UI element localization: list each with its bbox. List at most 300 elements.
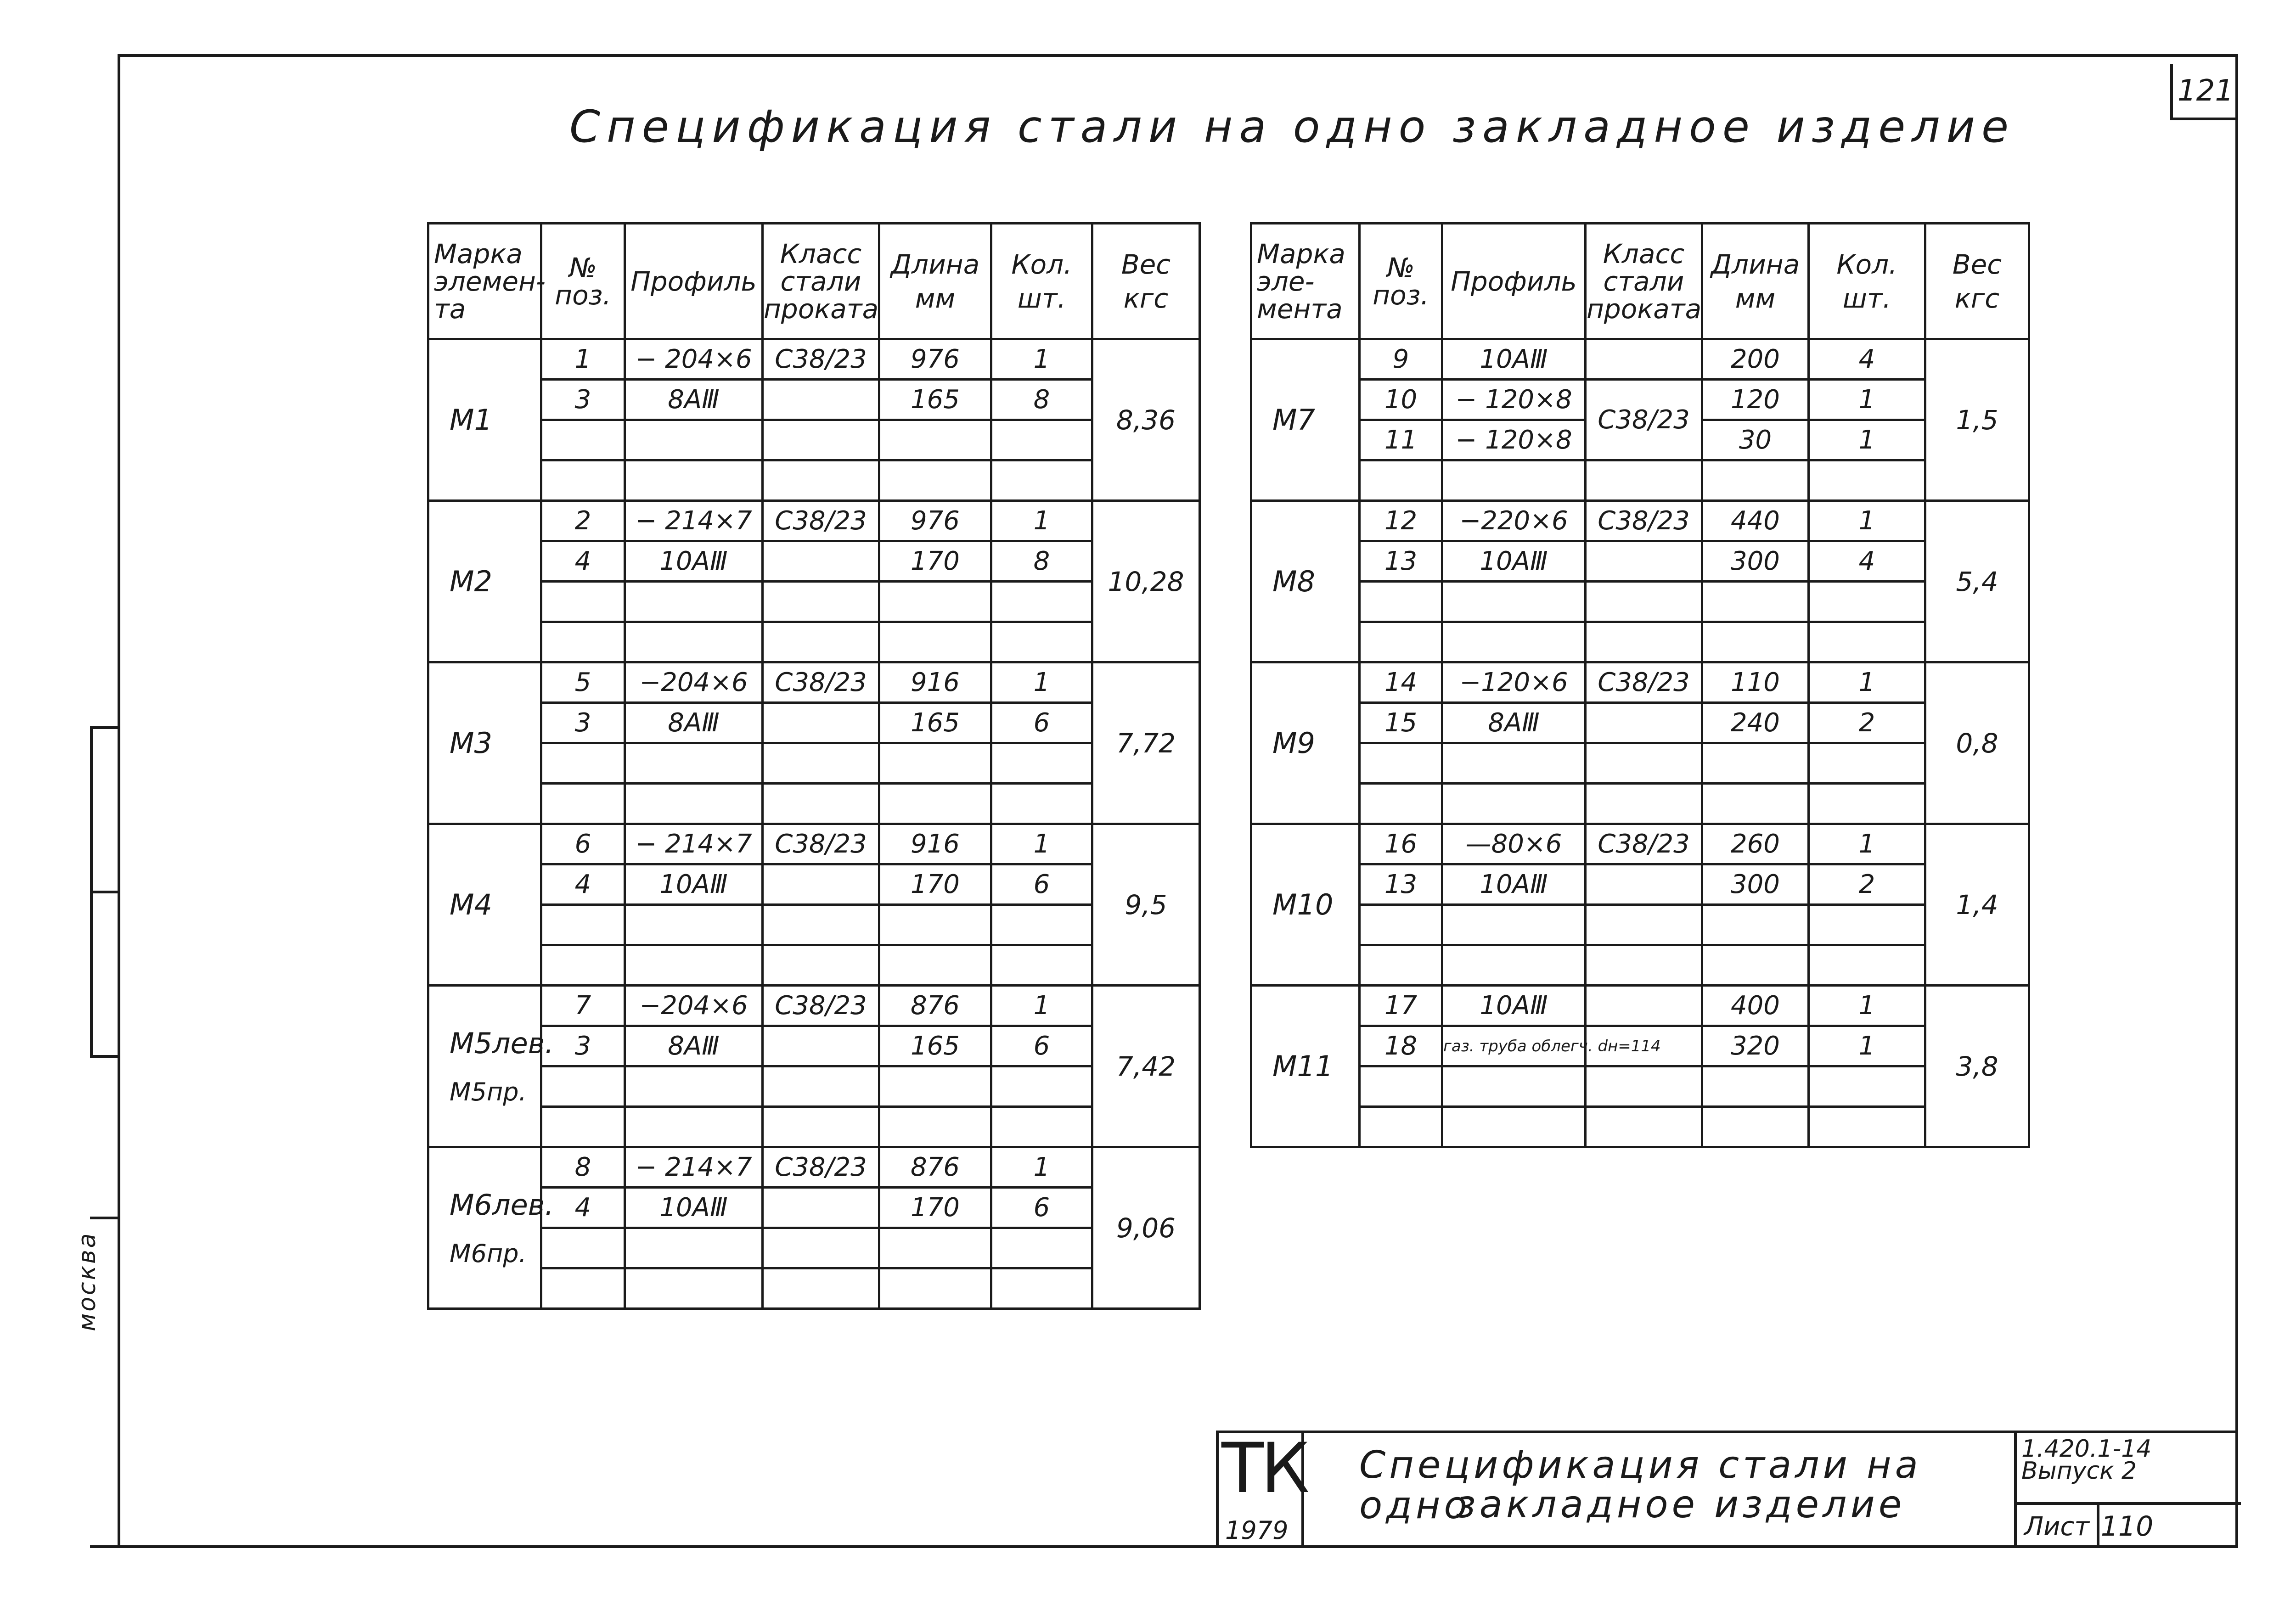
length-cell [1702, 622, 1809, 662]
qty-cell [991, 1107, 1092, 1147]
profile-cell [625, 420, 763, 460]
table-row [1251, 1066, 2029, 1107]
pos-cell: 13 [1360, 864, 1442, 905]
weight-cell: 7,72 [1092, 662, 1200, 824]
pos-cell: 3 [541, 1026, 625, 1066]
table-row [1251, 339, 2029, 380]
pos-cell [1360, 905, 1442, 945]
qty-cell [991, 945, 1092, 986]
sheet-number: 110 [2100, 1510, 2154, 1543]
pos-cell: 18 [1360, 1026, 1442, 1066]
table-row [1251, 460, 2029, 501]
length-cell [879, 1228, 991, 1268]
header-weight: Вес кгс [1092, 224, 1200, 339]
profile-cell [625, 905, 763, 945]
profile-cell: 10АⅢ [625, 1188, 763, 1228]
length-cell: 916 [879, 824, 991, 864]
weight-cell: 8,36 [1092, 339, 1200, 501]
element-mark [428, 824, 541, 986]
page-title: Спецификация стали на одно закладное изделие [569, 101, 2015, 152]
length-cell [1702, 945, 1809, 986]
steel-class-cell [763, 420, 879, 460]
length-cell: 120 [1702, 380, 1809, 420]
steel-class-cell [1586, 582, 1702, 622]
header-length: Длина мм [879, 224, 991, 339]
steel-class-cell [1586, 541, 1702, 582]
length-cell: 876 [879, 986, 991, 1026]
steel-class-cell [763, 1228, 879, 1268]
steel-class-cell [763, 1026, 879, 1066]
profile-cell [625, 1268, 763, 1309]
profile-cell: 10АⅢ [625, 864, 763, 905]
steel-class-cell: С38/23 [1586, 380, 1702, 460]
length-cell [879, 1268, 991, 1309]
length-cell: 300 [1702, 864, 1809, 905]
qty-cell: 6 [991, 703, 1092, 743]
table-row [1251, 743, 2029, 784]
qty-cell: 1 [1809, 380, 1925, 420]
profile-cell: 8АⅢ [625, 703, 763, 743]
pos-cell: 17 [1360, 986, 1442, 1026]
table-row [428, 339, 1200, 380]
element-mark: М9 [1251, 662, 1360, 824]
profile-cell: − 204×6 [625, 339, 763, 380]
table-row [428, 743, 1200, 784]
profile-cell: 10АⅢ [1442, 864, 1586, 905]
steel-class-cell [763, 703, 879, 743]
weight-cell: 3,8 [1925, 986, 2029, 1147]
margin-line-1 [90, 726, 118, 729]
profile-cell: 8АⅢ [625, 1026, 763, 1066]
pos-cell [541, 1268, 625, 1309]
steel-class-cell [1586, 622, 1702, 662]
profile-cell: − 120×8 [1442, 420, 1586, 460]
table-row [1251, 703, 2029, 743]
qty-cell: 8 [991, 380, 1092, 420]
pos-cell: 3 [541, 380, 625, 420]
table-row [1251, 662, 2029, 703]
weight-cell: 9,5 [1092, 824, 1200, 986]
qty-cell [991, 1228, 1092, 1268]
pos-cell [541, 622, 625, 662]
qty-cell [991, 743, 1092, 784]
qty-cell [1809, 743, 1925, 784]
length-cell: 30 [1702, 420, 1809, 460]
profile-cell [625, 743, 763, 784]
steel-class-cell [763, 1188, 879, 1228]
qty-cell [1809, 945, 1925, 986]
qty-cell [991, 784, 1092, 824]
length-cell [1702, 460, 1809, 501]
steel-class-cell [763, 945, 879, 986]
table-row [428, 1147, 1200, 1188]
pos-cell: 4 [541, 541, 625, 582]
profile-cell [1442, 582, 1586, 622]
element-mark [428, 662, 541, 824]
length-cell [879, 945, 991, 986]
qty-cell [1809, 905, 1925, 945]
pos-cell [1360, 582, 1442, 622]
steel-class-cell [763, 460, 879, 501]
qty-cell [991, 460, 1092, 501]
weight-cell: 9,06 [1092, 1147, 1200, 1309]
steel-class-cell [1586, 1066, 1702, 1107]
table-row [428, 784, 1200, 824]
steel-class-cell: С38/23 [763, 1147, 879, 1188]
title-block-title [1304, 1433, 2017, 1548]
steel-class-cell: С38/23 [763, 662, 879, 703]
element-mark-label: М2 [450, 565, 492, 598]
title-block-doc [2021, 1435, 2152, 1485]
qty-cell: 8 [991, 541, 1092, 582]
steel-class-cell [763, 743, 879, 784]
length-cell: 320 [1702, 1026, 1809, 1066]
margin-line-2 [90, 891, 118, 893]
profile-cell: − 120×8 [1442, 380, 1586, 420]
title-block [1216, 1431, 2238, 1548]
profile-cell [625, 582, 763, 622]
length-cell [879, 420, 991, 460]
table-row [1251, 864, 2029, 905]
profile-cell [625, 945, 763, 986]
page-number: 121 [2170, 64, 2238, 120]
pos-cell: 9 [1360, 339, 1442, 380]
profile-cell [1442, 460, 1586, 501]
element-mark: М7 [1251, 339, 1360, 501]
pos-cell [1360, 460, 1442, 501]
table-row [428, 864, 1200, 905]
pos-cell: 12 [1360, 501, 1442, 541]
table-row [1251, 986, 2029, 1026]
header-steel-class: Класс стали проката [1586, 224, 1702, 339]
weight-cell: 7,42 [1092, 986, 1200, 1147]
qty-cell: 1 [1809, 662, 1925, 703]
table-row [428, 460, 1200, 501]
length-cell: 260 [1702, 824, 1809, 864]
pos-cell [541, 905, 625, 945]
qty-cell: 1 [991, 501, 1092, 541]
element-mark-label: М5лев. [450, 1026, 554, 1060]
profile-cell: —80×6 [1442, 824, 1586, 864]
pos-cell: 1 [541, 339, 625, 380]
header-profile: Профиль [1442, 224, 1586, 339]
steel-class-cell [1586, 460, 1702, 501]
profile-cell: −120×6 [1442, 662, 1586, 703]
table-row [428, 662, 1200, 703]
header-length: Длина мм [1702, 224, 1809, 339]
steel-class-cell [763, 622, 879, 662]
length-cell: 976 [879, 339, 991, 380]
steel-class-cell [763, 380, 879, 420]
qty-cell: 4 [1809, 339, 1925, 380]
pos-cell: 14 [1360, 662, 1442, 703]
element-mark-sub: М5пр. [450, 1077, 527, 1106]
profile-cell: −204×6 [625, 986, 763, 1026]
steel-class-cell [763, 1107, 879, 1147]
header-profile: Профиль [625, 224, 763, 339]
element-mark [428, 339, 541, 501]
pos-cell [1360, 743, 1442, 784]
length-cell [1702, 743, 1809, 784]
pos-cell [1360, 945, 1442, 986]
table-row [1251, 380, 2029, 420]
profile-cell: газ. труба облегч. dн=114 [1442, 1026, 1586, 1066]
length-cell: 876 [879, 1147, 991, 1188]
table-row [1251, 824, 2029, 864]
profile-cell [625, 622, 763, 662]
length-cell [879, 743, 991, 784]
pos-cell [541, 1228, 625, 1268]
table-row [1251, 945, 2029, 986]
length-cell: 240 [1702, 703, 1809, 743]
steel-class-cell [1586, 339, 1702, 380]
profile-cell [625, 1066, 763, 1107]
profile-cell: −204×6 [625, 662, 763, 703]
steel-class-cell [1586, 1107, 1702, 1147]
profile-cell [1442, 1066, 1586, 1107]
weight-cell: 10,28 [1092, 501, 1200, 662]
profile-cell [625, 460, 763, 501]
steel-class-cell [763, 905, 879, 945]
length-cell [879, 582, 991, 622]
qty-cell: 1 [1809, 824, 1925, 864]
pos-cell: 2 [541, 501, 625, 541]
length-cell: 110 [1702, 662, 1809, 703]
element-mark-sub: М6пр. [450, 1239, 527, 1268]
pos-cell: 4 [541, 1188, 625, 1228]
margin-line-3 [90, 1055, 118, 1058]
steel-class-cell: С38/23 [1586, 501, 1702, 541]
length-cell: 400 [1702, 986, 1809, 1026]
length-cell [1702, 1107, 1809, 1147]
qty-cell: 1 [991, 662, 1092, 703]
pos-cell: 8 [541, 1147, 625, 1188]
spec-table-right [1250, 222, 2030, 1148]
table-row [1251, 622, 2029, 662]
profile-cell: − 214×7 [625, 824, 763, 864]
qty-cell [1809, 460, 1925, 501]
qty-cell [1809, 784, 1925, 824]
title-block-logo-cell [1219, 1429, 1307, 1548]
qty-cell [1809, 1107, 1925, 1147]
steel-class-cell: С38/23 [1586, 662, 1702, 703]
pos-cell [541, 460, 625, 501]
bottom-extension-line [90, 1545, 118, 1548]
steel-class-cell: С38/23 [763, 986, 879, 1026]
element-mark: М11 [1251, 986, 1360, 1147]
pos-cell [1360, 1107, 1442, 1147]
header-mark: Марка эле- мента [1251, 224, 1360, 339]
table-row [428, 1228, 1200, 1268]
pos-cell: 3 [541, 703, 625, 743]
pos-cell: 10 [1360, 380, 1442, 420]
qty-cell [991, 420, 1092, 460]
pos-cell [541, 582, 625, 622]
qty-cell: 1 [991, 1147, 1092, 1188]
length-cell [879, 622, 991, 662]
steel-class-cell [1586, 986, 1702, 1026]
table-row [428, 380, 1200, 420]
table-row [428, 824, 1200, 864]
steel-class-cell [1586, 864, 1702, 905]
length-cell: 976 [879, 501, 991, 541]
doc-code: 1.420.1-14 [2021, 1435, 2152, 1463]
qty-cell: 1 [991, 986, 1092, 1026]
length-cell: 916 [879, 662, 991, 703]
table-row [1251, 541, 2029, 582]
header-weight: Вес кгс [1925, 224, 2029, 339]
qty-cell: 2 [1809, 703, 1925, 743]
profile-cell: 8АⅢ [625, 380, 763, 420]
profile-cell: 10АⅢ [1442, 986, 1586, 1026]
qty-cell: 1 [991, 824, 1092, 864]
profile-cell: − 214×7 [625, 501, 763, 541]
profile-cell [1442, 945, 1586, 986]
pos-cell [1360, 784, 1442, 824]
header-qty: Кол. шт. [1809, 224, 1925, 339]
pos-cell [541, 945, 625, 986]
table-row [428, 501, 1200, 541]
element-mark: М8 [1251, 501, 1360, 662]
header-qty: Кол. шт. [991, 224, 1092, 339]
length-cell: 170 [879, 541, 991, 582]
sheet-label: Лист [2017, 1505, 2099, 1548]
steel-class-cell [763, 1268, 879, 1309]
doc-issue: Выпуск 2 [2021, 1457, 2137, 1485]
weight-cell: 1,4 [1925, 824, 2029, 986]
length-cell [1702, 784, 1809, 824]
table-row [428, 986, 1200, 1026]
element-mark: М10 [1251, 824, 1360, 986]
profile-cell: −220×6 [1442, 501, 1586, 541]
table-row [428, 582, 1200, 622]
qty-cell: 1 [1809, 986, 1925, 1026]
table-row [1251, 1107, 2029, 1147]
title-block-title-line1: Спецификация стали на одно [1359, 1443, 1922, 1527]
length-cell: 170 [879, 864, 991, 905]
steel-class-cell: С38/23 [1586, 824, 1702, 864]
pos-cell [1360, 1066, 1442, 1107]
length-cell: 165 [879, 703, 991, 743]
header-mark: Марка элемен- та [428, 224, 541, 339]
table-row [428, 703, 1200, 743]
qty-cell: 1 [1809, 420, 1925, 460]
header-steel-class: Класс стали проката [763, 224, 879, 339]
steel-class-cell [763, 784, 879, 824]
pos-cell: 11 [1360, 420, 1442, 460]
element-mark-label: М1 [450, 403, 492, 437]
qty-cell [991, 1066, 1092, 1107]
profile-cell: 10АⅢ [1442, 339, 1586, 380]
profile-cell [1442, 743, 1586, 784]
steel-class-cell [1586, 945, 1702, 986]
length-cell [879, 460, 991, 501]
length-cell: 440 [1702, 501, 1809, 541]
pos-cell [541, 784, 625, 824]
steel-class-cell [763, 864, 879, 905]
profile-cell [625, 1107, 763, 1147]
qty-cell [991, 582, 1092, 622]
length-cell: 170 [879, 1188, 991, 1228]
table-row [428, 905, 1200, 945]
length-cell [1702, 1066, 1809, 1107]
qty-cell [991, 622, 1092, 662]
qty-cell [991, 1268, 1092, 1309]
pos-cell: 13 [1360, 541, 1442, 582]
table-row [428, 1066, 1200, 1107]
table-row [428, 541, 1200, 582]
profile-cell [625, 1228, 763, 1268]
steel-class-cell [1586, 743, 1702, 784]
qty-cell [991, 905, 1092, 945]
qty-cell [1809, 622, 1925, 662]
length-cell [1702, 582, 1809, 622]
profile-cell: − 214×7 [625, 1147, 763, 1188]
title-block-sheet-row [2017, 1502, 2241, 1548]
steel-class-cell [1586, 703, 1702, 743]
header-pos: № поз. [541, 224, 625, 339]
length-cell [879, 784, 991, 824]
pos-cell [541, 743, 625, 784]
profile-cell: 8АⅢ [1442, 703, 1586, 743]
title-block-title-line2: закладное изделие [1456, 1483, 1906, 1526]
table-row [1251, 582, 2029, 622]
table-row [1251, 784, 2029, 824]
qty-cell: 6 [991, 1026, 1092, 1066]
pos-cell: 4 [541, 864, 625, 905]
element-mark-label: М6лев. [450, 1188, 554, 1222]
qty-cell [1809, 1066, 1925, 1107]
steel-class-cell [1586, 784, 1702, 824]
length-cell: 165 [879, 1026, 991, 1066]
qty-cell: 1 [991, 339, 1092, 380]
table-row [428, 1107, 1200, 1147]
spec-table-left [427, 222, 1201, 1310]
table-row [428, 945, 1200, 986]
table-row [428, 1268, 1200, 1309]
profile-cell [1442, 1107, 1586, 1147]
length-cell: 200 [1702, 339, 1809, 380]
table-row [428, 622, 1200, 662]
profile-cell [1442, 784, 1586, 824]
pos-cell: 7 [541, 986, 625, 1026]
tk-logo: ТК [1221, 1429, 1307, 1509]
qty-cell: 2 [1809, 864, 1925, 905]
table-row [1251, 1026, 2029, 1066]
pos-cell: 6 [541, 824, 625, 864]
qty-cell: 6 [991, 864, 1092, 905]
qty-cell: 1 [1809, 501, 1925, 541]
table-row [1251, 905, 2029, 945]
pos-cell: 5 [541, 662, 625, 703]
qty-cell: 1 [1809, 1026, 1925, 1066]
profile-cell [625, 784, 763, 824]
pos-cell: 16 [1360, 824, 1442, 864]
length-cell [879, 1107, 991, 1147]
weight-cell: 5,4 [1925, 501, 2029, 662]
pos-cell [1360, 622, 1442, 662]
element-mark-label: М3 [450, 726, 492, 760]
element-mark [428, 986, 554, 1147]
profile-cell: 10АⅢ [625, 541, 763, 582]
element-mark-label: М4 [450, 888, 492, 921]
pos-cell: 15 [1360, 703, 1442, 743]
weight-cell: 0,8 [1925, 662, 2029, 824]
steel-class-cell: С38/23 [763, 339, 879, 380]
length-cell: 300 [1702, 541, 1809, 582]
element-mark [428, 501, 541, 662]
margin-text: москва [73, 1231, 101, 1331]
